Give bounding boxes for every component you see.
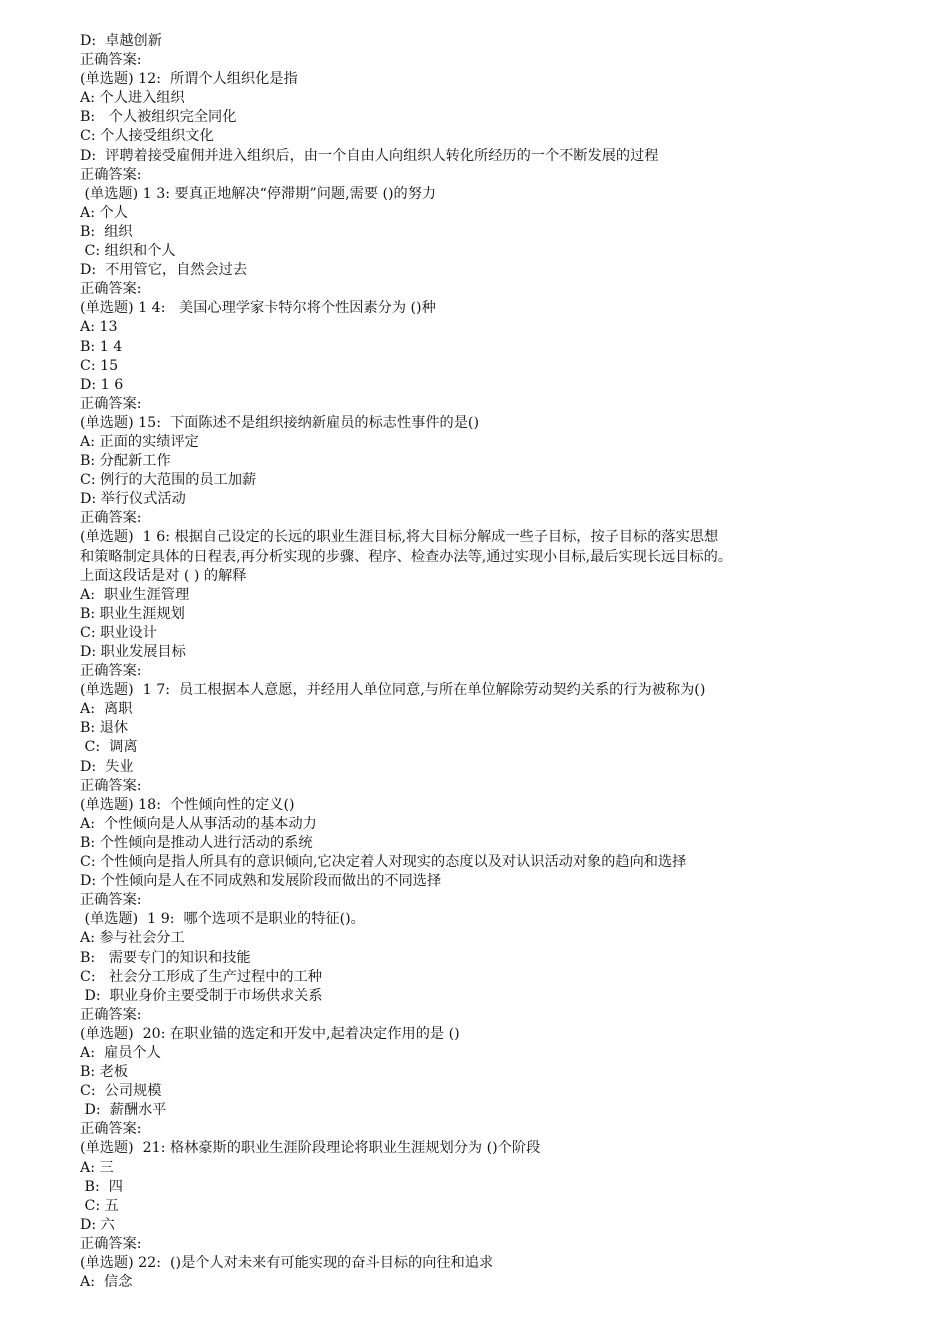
text-line: D: 评聘着接受雇佣并进入组织后，由一个自由人向组织人转化所经历的一个不断发展的过程 (80, 147, 659, 164)
text-line: (单选题) 1 3: 要真正地解决“停滞期”问题,需要 ()的努力 (80, 185, 437, 202)
text-line: D: 薪酬水平 (80, 1102, 167, 1119)
text-line: B: 四 (80, 1178, 123, 1195)
text-line: C: 五 (80, 1197, 119, 1214)
text-line: B: 组织 (80, 223, 133, 240)
text-line: (单选题) 18: 个性倾向性的定义() (80, 796, 295, 813)
text-line: D: 职业身价主要受制于市场供求关系 (80, 987, 323, 1004)
text-line: 和策略制定具体的日程表,再分析实现的步骤、程序、检查办法等,通过实现小目标,最后实现长远目标的。 (80, 548, 732, 565)
text-line: B: 1 4 (80, 338, 123, 355)
text-line: (单选题) 1 9: 哪个选项不是职业的特征()。 (80, 911, 365, 928)
text-line: A: 职业生涯管理 (80, 586, 190, 603)
text-line: C: 组织和个人 (80, 243, 176, 260)
text-line: A: 离职 (80, 701, 133, 718)
text-line: D: 个性倾向是人在不同成熟和发展阶段而做出的不同选择 (80, 873, 442, 890)
text-line: C: 社会分工形成了生产过程中的工种 (80, 968, 322, 985)
text-line: 上面这段话是对 ( ) 的解释 (80, 567, 247, 584)
text-line: C: 15 (80, 357, 119, 374)
text-line: A: 个人进入组织 (80, 90, 185, 107)
text-line: D: 职业发展目标 (80, 644, 186, 660)
text-line: (单选题) 1 6: 根据自己设定的长远的职业生涯目标,将大目标分解成一些子目标，按子目标的落实思想 (80, 529, 719, 546)
text-line: B: 分配新工作 (80, 453, 171, 470)
text-line: (单选题) 21: 格林豪斯的职业生涯阶段理论将职业生涯规划分为 ()个阶段 (80, 1140, 541, 1157)
text-line: D: 六 (80, 1216, 115, 1233)
text-line: A: 信念 (80, 1274, 133, 1291)
text-line: A: 个性倾向是人从事活动的基本动力 (80, 815, 317, 832)
text-line: 正确答案: (80, 395, 142, 412)
text-line: A: 三 (80, 1159, 114, 1176)
text-line: (单选题) 15: 下面陈述不是组织接纳新雇员的标志性事件的是() (80, 414, 480, 431)
text-line: (单选题) 1 7: 员工根据本人意愿，并经用人单位同意,与所在单位解除劳动契约关系的行为被称为() (80, 682, 706, 699)
text-line: A: 13 (80, 319, 118, 336)
text-line: B: 个人被组织完全同化 (80, 109, 237, 126)
text-line: (单选题) 1 4: 美国心理学家卡特尔将个性因素分为 ()种 (80, 300, 436, 317)
text-line: A: 雇员个人 (80, 1044, 161, 1061)
text-line: 正确答案: (80, 663, 142, 680)
text-line: C: 职业设计 (80, 624, 157, 641)
text-line: 正确答案: (80, 1235, 142, 1252)
text-line: B: 个性倾向是推动人进行活动的系统 (80, 834, 313, 851)
text-line: (单选题) 12: 所谓个人组织化是指 (80, 71, 298, 88)
text-line: 正确答案: (80, 510, 142, 527)
text-line: C: 个性倾向是指人所具有的意识倾向,它决定着人对现实的态度以及对认识活动对象的趋向和选择 (80, 854, 687, 871)
text-line: A: 个人 (80, 204, 128, 221)
text-line: B: 老板 (80, 1064, 129, 1081)
text-line: D: 卓越创新 (80, 33, 162, 49)
text-line: 正确答案: (80, 1121, 142, 1138)
text-line: 正确答案: (80, 52, 142, 69)
text-line: D: 举行仪式活动 (80, 491, 186, 508)
text-line: D: 1 6 (80, 376, 124, 393)
text-line: A: 参与社会分工 (80, 930, 185, 947)
text-line: 正确答案: (80, 892, 142, 909)
text-line: 正确答案: (80, 777, 142, 794)
text-line: (单选题) 22: ()是个人对未来有可能实现的奋斗目标的向往和追求 (80, 1255, 494, 1271)
text-line: C: 个人接受组织文化 (80, 128, 214, 145)
text-line: 正确答案: (80, 281, 142, 298)
text-line: C: 例行的大范围的员工加薪 (80, 472, 257, 489)
text-line: 正确答案: (80, 166, 142, 183)
document-body (80, 32, 880, 1292)
text-line: A: 正面的实绩评定 (80, 433, 199, 450)
text-line: B: 退休 (80, 720, 129, 737)
text-line: D: 不用管它，自然会过去 (80, 262, 248, 279)
text-line: C: 调离 (80, 739, 138, 756)
text-line: (单选题) 20: 在职业锚的选定和开发中,起着决定作用的是 () (80, 1025, 460, 1042)
text-line: B: 需要专门的知识和技能 (80, 949, 251, 966)
text-line: 正确答案: (80, 1006, 142, 1023)
text-line: C: 公司规模 (80, 1083, 162, 1100)
text-line: B: 职业生涯规划 (80, 605, 185, 622)
text-line: D: 失业 (80, 758, 134, 775)
